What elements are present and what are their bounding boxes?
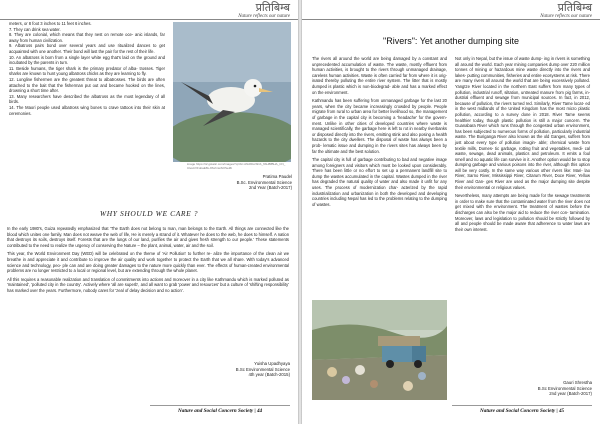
author-name: Yuisha Upadhyaya: [254, 361, 290, 366]
paragraph: All this requires a reasonable realization and translation of commitments into actions and moreover in a city like Kathmandu which is marked polluted as 'maintained', 'polluted city in the country'. Actively where 'all are superb', and all want to grab 'power and resources' but a culture of 'shifting responsibility' has marked over the years. Furthermore, nobody cares for 'zeal of delay decision and no action'.: [7, 276, 289, 293]
albatross-photo: [173, 22, 291, 162]
author-signature: [150, 361, 290, 378]
paragraph: Kathmandu has been suffering from unmanaged garbage for the last 20 years, when the city became increasingly crowded by people. People migrate from rural to urban area for better livelihood so, the management of garbage in the capital city is becoming a 'headache' for the govern- ment. Unlike in other cities of developed countries where waste is managed scientifically, the garbage here is left to rot in nearby riverbanks or disposed directly into the rivers, emitting stink and also posing a health hazards to the city dwellers. The disposal of waste has always been a prob- lematic issue and dumping in the rivers sites has always been by far the ultimate and the best solution.: [312, 98, 447, 154]
section-title: WHY SHOULD WE CARE ?: [99, 209, 199, 218]
article-title: "Rivers": Yet another dumping site: [383, 36, 519, 46]
why-care-body: [7, 226, 289, 297]
list-item: 9. Albatross pairs bond over several years and use ritualized dances to get acquainted with one another. Their bond will last the pair for the rest of their life.: [9, 43, 165, 54]
footer-rule: [452, 405, 592, 406]
list-item: 12. Longline fishermen are the greatest threat to albatrosses. The birds are often attached to the bait that the fisherman put out and became hooked on the lines, drowning a short time after.: [9, 76, 165, 94]
article-column-2: [455, 56, 590, 235]
list-item: 10. An albatross is born from a single layer white egg that's laid on the ground and incubated by the parents in turn.: [9, 54, 165, 66]
list-item: 8. They are colonial, which means that they nest on remote oce- anic islands, far away from human civilization.: [9, 32, 165, 43]
paragraph: In the early 1980's, Guiza repeatedly emphasized that 'The Earth does not belong to man, man belongs to the Earth. All things are connected like the blood which unites one family. Man does not weave the web of life, He is merely a strand of it. Whatever he does to the web, he does to himself. A nation that destroys its soils, destroys itself. Forests that are the lungs of our land, purifies the air and gives fresh strength to our people.' These statements contributed to the need to realize the urgency of conserving the Nature – the plant, animal, water, air and the soil.: [7, 226, 289, 248]
page-header: [238, 2, 290, 19]
author-year: 2nd year (Batch-2017): [549, 391, 592, 397]
header-brand: प्रतिबिम्ब: [255, 1, 290, 14]
author-signature: [150, 174, 292, 191]
page-header: [540, 2, 592, 19]
header-tagline: Nature reflects our nature: [238, 14, 290, 19]
facts-list: [9, 21, 165, 116]
paragraph: Nevertheless, many attempts are being made for the sewage treatments in order to make sure that the contaminated water from the river does not get mixed with the environment. The treatment of wastes before the discharges can also be the major aid to reduce the river con- tamination. Moreover, laws and legislation to pollution should be strictly followed by all and people should be made aware that adherence to water laws are their own interest.: [455, 193, 590, 232]
author-dept: B.Sc Environmental Science: [537, 385, 592, 391]
paragraph: This year, the World Environment Day (WED) will be celebrated on the theme of 'Air Pollution' to further re- alize the importance of the clean air we breathe in and appreciate it and contribute to improve the air quality and work together to protect the Earth that we all share. With today's advanced science and technology, peo- ple can and are doing greater damages to the nature more quickly than ever. The effects of human-created environmental problems are no longer restricted to a local or regional level, but are extending through the whole planet.: [7, 251, 289, 274]
page-footer: Nature and Social Concern Society | 44: [178, 408, 263, 414]
article-column-1: [312, 56, 447, 210]
author-name: Gauri Shrestha: [563, 380, 592, 385]
author-dept: B.Sc Environmental Science: [235, 366, 290, 372]
list-item: 13. Many researchers have described the albatross as the most legendary of all birds.: [9, 93, 165, 105]
river-garbage-photo: [312, 300, 447, 400]
right-page: [302, 0, 600, 424]
author-signature: [452, 380, 592, 397]
header-tagline: Nature reflects our nature: [540, 14, 592, 19]
author-name: Pratima Paudel: [262, 174, 292, 179]
list-item: 7. They can drink sea water.: [9, 26, 61, 32]
paragraph: The capital city is full of garbage contributing to bad and negative image among foreigners and visitors which must be looked upon considerably. There has been little or no effort to set up a permanent landfill site to dump the wastes accumulated in the capital. Wastes dumped in the river has degraded the natural quality of water and also made it unfit for any uses. The process of modernization char- acterized by the rapid industrialization and urbanization in both the developed and developing countries including Nepal has led to the problems relating to the dumping of wastes.: [312, 157, 447, 207]
list-item: 14. The Maori people used albatross wing bones to crave tattoos into their skin at ceremonies.: [9, 104, 165, 116]
list-item: meters, or 8 foot 3 inches to 11 feet 6 inches.: [9, 21, 92, 26]
author-year: 4th year (Batch-2015): [248, 372, 290, 378]
page-footer: Nature and Social Concern Society | 45: [480, 408, 565, 414]
footer-rule: [150, 405, 290, 406]
header-rule: [0, 19, 298, 20]
paragraph: Not only in Nepal, but the issue of waste dump- ing in rivers is something all around the world. Each year mining companies dump over 220 million tonnes of mining or hazardous mine waste directly into the rivers and lakes- putting communities, fisheries and entire ecosystems at risk. There are many rivers all around the world that are being excessively polluted. Yangtze River located in the northern East suffers from many types of pollution, industrial runoff, siltation, untreated manure from pig farms, in- dustrial effluent and sewage from municipal sources. In fact, in 2012, because of pollution, the rivers turned red. Similarly, River Tame locat- ed in the west midlands of the United Kingdom has the most micro plastic pollution, according to a survey done in 2018. River Tame seems healthier today, though plastic pollution is still a major concern. The Guanabara River which runs through the congested urban environment, has been subjected to numerous forms of pollution, particularly industrial waste. The Buriganga River also known as the old Ganges, suffers from just about every type of pollution imagin- able; chemical waste from textile mills, Domes- tic garbage, rotting fruit and vegetables, medi- cal waste, sewage, dead animals, plastics and petroleum. It emits a foul smell and no aquatic life can survive in it. Another option would be to stop dumping garbage and various poisons into the river, although this option will be very costly. In the same way various other rivers like: Mari- lao River, Sarno River, Mississippi River, Citarum River, Doce River, Yellow River and Gan- ges River are used as the major dumping site despite their environmental or religious values.: [455, 56, 590, 190]
left-page: [0, 0, 298, 424]
photo-caption: image https://t2.gstatic.com/images?q=tbn:ANd9GcSl1b_6bHBfBHA_CN_ CIeLbVFobaE8x-9SxhnwSOSeZb: [187, 162, 286, 170]
author-year: 2nd Year (Batch-2017): [249, 185, 292, 191]
list-item: 11. Beside humans, the tiger shark is the primary predator of alba- trosses. Tiger sharks are known to hunt young albatross chicks as they are learning to fly.: [9, 65, 165, 77]
paragraph: The rivers all around the world are being damaged by a constant and unprecedented accumulation of waste. The waste, mostly effluent from human activities, is brought to the rivers through unmanaged drainage, careless human activities. Waste is often carried far from where it is orig- inated thereby polluting the entire river system. The litter that is mostly dumped is plastic which is non-biodegrad- able and has a marked effect on the environment.: [312, 56, 447, 95]
header-brand: प्रतिबिम्ब: [557, 1, 592, 14]
header-rule: [302, 19, 600, 20]
author-dept: B.Sc. Environmental Science: [236, 179, 292, 185]
